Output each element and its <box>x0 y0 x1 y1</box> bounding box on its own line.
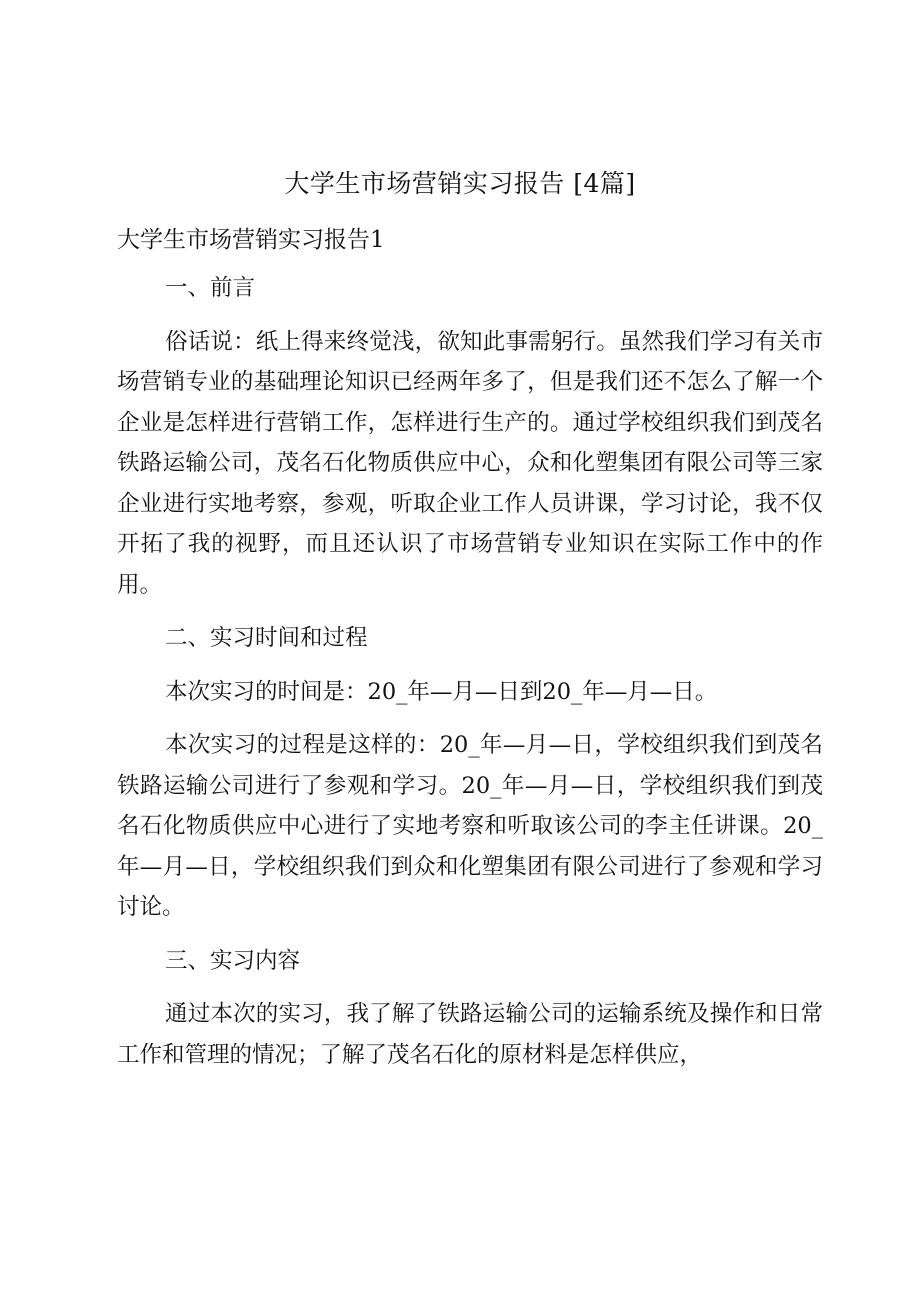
section-heading-time-process: 二、实习时间和过程 <box>165 625 368 651</box>
paragraph-internship-time: 本次实习的时间是：20_年—月—日到20_年—月—日。 <box>165 678 718 705</box>
paragraph-internship-process: 本次实习的过程是这样的：20_年—月—日，学校组织我们到茂名铁路运输公司进行了参观和学习。20_年—月—日，学校组织我们到茂名石化物质供应中心进行了实地考察和听取该公司的李主任讲课。20_年—月—日，学校组织我们到众和化塑集团有限公司进行了参观和学习讨论。 <box>117 732 823 920</box>
section-heading-content: 三、实习内容 <box>165 947 301 974</box>
document-title: 大学生市场营销实习报告 [4篇] <box>284 169 636 198</box>
paragraph-preface: 俗话说：纸上得来终觉浅，欲知此事需躬行。虽然我们学习有关市场营销专业的基础理论知识已经两年多了，但是我们还不怎么了解一个企业是怎样进行营销工作，怎样进行生产的。通过学校组织我们到茂名铁路运输公司，茂名石化物质供应中心，众和化塑集团有限公司等三家企业进行实地考察，参观，听取企业工作人员讲课，学习讨论，我不仅开拓了我的视野，而且还认识了市场营销专业知识在实际工作中的作用。 <box>117 328 823 598</box>
section-heading-preface: 一、前言 <box>165 275 256 301</box>
document-body <box>117 268 823 1088</box>
paragraph-internship-content: 通过本次的实习，我了解了铁路运输公司的运输系统及操作和日常工作和管理的情况；了解了茂名石化的原材料是怎样供应， <box>117 1001 823 1068</box>
report-subtitle: 大学生市场营销实习报告1 <box>117 227 385 253</box>
